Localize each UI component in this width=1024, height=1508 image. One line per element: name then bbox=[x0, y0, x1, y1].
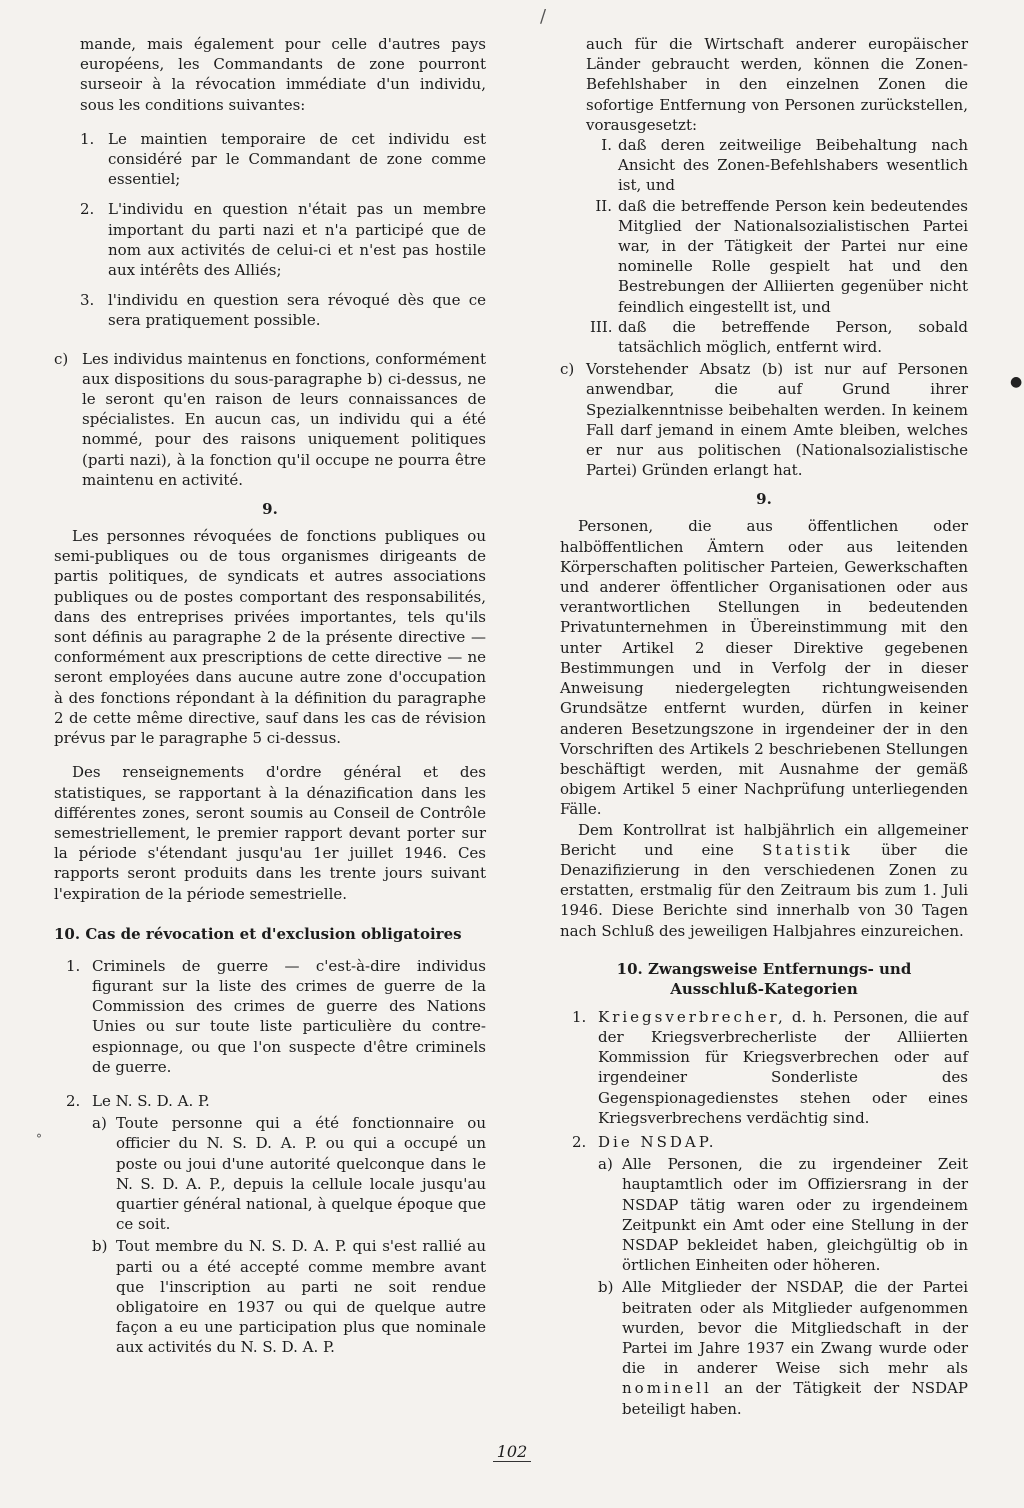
subitem-text bbox=[622, 1277, 968, 1418]
item-number: 2. bbox=[66, 1091, 81, 1110]
print-speck: ● bbox=[1010, 374, 1023, 390]
condition-number: I. bbox=[601, 136, 612, 155]
condition-number: III. bbox=[590, 317, 613, 336]
german-column bbox=[560, 34, 968, 1419]
page-number: 102 bbox=[0, 1442, 1024, 1461]
french-column bbox=[54, 34, 486, 1358]
french-section-9-paragraph-1: Les personnes révoquées de fonctions publiques ou semi-publiques ou de tous organismes dirigeants de partis politiques, de syndicats et autres associations publiques ou de postes comportant des responsabilités, dans des entreprises privées importantes, tels qu'ils sont définis au paragraphe 2 de la présente directive — conformément aux prescriptions de cette directive — ne seront employées dans aucune autre zone d'occupation à des fonctions répondant à la définition du paragraphe 2 de cette même directive, sauf dans les cas de révision prévus par le paragraphe 5 ci-dessus. bbox=[54, 527, 486, 748]
condition-number: 2. bbox=[80, 200, 95, 219]
item-title: Die NSDAP. bbox=[598, 1132, 717, 1151]
subitem-text: Alle Personen, die zu irgendeiner Zeit hauptamtlich oder im Offiziersrang in der NSDAP tätig waren oder zu irgendeinem Zeitpunkt ein Amt oder eine Stellung in der NSDAP bekleidet haben, gleichgültig ob in örtlichen Einheiten oder höheren. bbox=[622, 1155, 968, 1275]
german-condition-3 bbox=[590, 317, 968, 357]
item-number: 2. bbox=[572, 1132, 587, 1151]
item-text-rest: d. h. Personen, die auf der Kriegsverbrecherliste der Alliierten Kommission für Kriegsverbrechen oder auf irgendeiner Sonderliste des Gegenspionagedienstes stehen oder eines Kriegsverbrechens verdächtig sind. bbox=[598, 1007, 968, 1127]
german-section-9-paragraph-1: Personen, die aus öffentlichen oder halböffentlichen Ämtern oder aus leitenden Körperschaften politischer Parteien, Gewerkschaften und anderer öffentlicher Organisationen oder aus verantwortlichen Stellungen in bedeutenden Privatunternehmen in Übereinstimmung mit den unter Artikel 2 dieser Direktive gegebenen Bestimmungen und in Verfolg der in dieser Anweisung niedergelegten richtungweisenden Grundsätze entfernt wurden, dürfen in keiner anderen Besetzungszone in irgendeiner der in den Vorschriften des Artikels 2 beschriebenen Stellungen beschäftigt werden, mit Ausnahme der gemäß obigem Artikel 5 einer Nachprüfung unterliegenden Fälle. bbox=[560, 517, 968, 819]
french-section-10-heading: 10. Cas de révocation et d'exclusion obligatoires bbox=[54, 924, 462, 943]
subitem-label: a) bbox=[598, 1155, 613, 1174]
subitem-label: b) bbox=[92, 1237, 108, 1256]
french-condition-2 bbox=[80, 199, 486, 280]
paragraph-text: Vorstehender Absatz (b) ist nur auf Personen anwendbar, die auf Grund ihrer Spezialkenntnisse beibehalten werden. In keinem Fall darf jemand in einem Amte bleiben, welches er nur aus politischen (Nationalsozialistische Partei) Gründen erlangt hat. bbox=[586, 360, 968, 480]
french-section-9-heading: 9. bbox=[262, 500, 278, 519]
french-conditions bbox=[54, 129, 486, 331]
subitem-label: b) bbox=[598, 1278, 614, 1297]
report-text-end: über die Denazifizierung in den verschiedenen Zonen zu erstatten, erstmalig für den Zeitraum bis zum 1. Juli 1946. Diese Berichte sind innerhalb von 30 Tagen nach Schluß des jeweiligen Halbjahres einzureichen. bbox=[560, 840, 969, 940]
french-paragraph-c bbox=[54, 349, 486, 490]
french-item-2a bbox=[54, 1113, 486, 1234]
german-conditions bbox=[560, 135, 968, 357]
subitem-text: Tout membre du N. S. D. A. P. qui s'est rallié au parti ou a été accepté comme membre avant que l'inscription au parti ne soit rendue obligatoire en 1937 ou qui de quelque autre façon a eu une participation plus que nominale aux activités du N. S. D. A. P. bbox=[116, 1237, 486, 1357]
french-item-2b bbox=[54, 1236, 486, 1357]
german-section-10-heading: 10. Zwangsweise Entfernungs- und Ausschluß-Kategorien bbox=[616, 959, 912, 998]
condition-number: 3. bbox=[80, 291, 95, 310]
french-intro: mande, mais également pour celle d'autres pays européens, les Commandants de zone pourront surseoir à la révocation immédiate d'un individu, sous les conditions suivantes: bbox=[80, 35, 486, 114]
paragraph-text: Les individus maintenus en fonctions, conformément aux dispositions du sous-paragraphe b) ci-dessus, ne le seront qu'en raison de leurs connaissances de spécialistes. En aucun cas, un individu qui a été nommé, pour des raisons uniquement politiques (parti nazi), à la fonction qu'il occupe ne pourra être maintenu en activité. bbox=[82, 349, 486, 489]
report-text-start: Dem Kontrollrat ist halbjährlich ein allgemeiner Bericht und eine bbox=[560, 820, 968, 859]
german-item-2a bbox=[560, 1154, 968, 1275]
paragraph-label: c) bbox=[560, 360, 575, 379]
print-speck: / bbox=[540, 6, 547, 27]
item-number: 1. bbox=[572, 1007, 587, 1026]
item-number: 1. bbox=[66, 956, 81, 975]
german-condition-1 bbox=[590, 135, 968, 196]
condition-number: 1. bbox=[80, 129, 95, 148]
statistik-word: Statistik bbox=[762, 840, 853, 859]
german-item-2b bbox=[560, 1277, 968, 1418]
german-section-9-paragraph-2 bbox=[560, 820, 968, 941]
subitem-text-start: Alle Mitglieder der NSDAP, die der Partei beitraten oder als Mitglieder aufgenommen wurden, bevor die Mitgliedschaft in der Partei im Jahre 1937 ein Zwang wurde oder die in anderer Weise sich mehr als bbox=[622, 1278, 968, 1378]
french-item-2 bbox=[54, 1091, 486, 1111]
item-text: Criminels de guerre — c'est-à-dire individus figurant sur la liste des crimes de guerre de la Commission des crimes de guerre des Nations Unies ou sur toute liste particulière du contre-espionnage, ou que l'on suspecte d'être criminels de guerre. bbox=[92, 956, 486, 1076]
condition-number: II. bbox=[595, 196, 612, 215]
paragraph-label: c) bbox=[54, 349, 69, 368]
condition-text: Le maintien temporaire de cet individu est considéré par le Commandant de zone comme essentiel; bbox=[108, 129, 486, 189]
french-section-9-paragraph-2: Des renseignements d'ordre général et des statistiques, se rapportant à la dénazification dans les différentes zones, seront soumis au Conseil de Contrôle semestriellement, le premier rapport devant porter sur la période s'étendant jusqu'au 1er juillet 1946. Ces rapports seront produits dans les trente jours suivant l'expiration de la période semestrielle. bbox=[54, 763, 486, 903]
item-text bbox=[598, 1007, 968, 1128]
kriegsverbrecher-word: Kriegsverbrecher, bbox=[598, 1007, 786, 1026]
french-condition-3 bbox=[80, 290, 486, 330]
subitem-text: Toute personne qui a été fonctionnaire ou officier du N. S. D. A. P. ou qui a occupé un poste ou joui d'une autorité quelconque dans le N. S. D. A. P., depuis la cellule locale jusqu'au quartier général national, à quelque époque que ce soit. bbox=[116, 1114, 486, 1234]
german-paragraph-c bbox=[560, 359, 968, 480]
german-item-2 bbox=[560, 1132, 968, 1152]
german-section-9-heading: 9. bbox=[756, 490, 772, 509]
condition-text: l'individu en question sera révoqué dès que ce sera pratiquement possible. bbox=[108, 291, 486, 330]
condition-text: daß deren zeitweilige Beibehaltung nach Ansicht des Zonen-Befehlshabers wesentlich ist, und bbox=[618, 136, 968, 195]
condition-text: daß die betreffende Person, sobald tatsächlich möglich, entfernt wird. bbox=[618, 317, 968, 357]
subitem-text-end: an der Tätigkeit der NSDAP beteiligt haben. bbox=[622, 1379, 968, 1418]
print-speck: ° bbox=[36, 1132, 42, 1146]
german-item-1 bbox=[560, 1007, 968, 1128]
subitem-label: a) bbox=[92, 1114, 107, 1133]
german-intro: auch für die Wirtschaft anderer europäischer Länder gebraucht werden, können die Zonen-Befehlshaber in den einzelnen Zonen die sofortige Entfernung von Personen zurückstellen, vorausgesetzt: bbox=[586, 35, 968, 134]
french-item-1 bbox=[54, 956, 486, 1077]
condition-text: L'individu en question n'était pas un membre important du parti nazi et n'a participé que de nom aux activités de celui-ci et n'est pas hostile aux intérêts des Alliés; bbox=[108, 200, 486, 280]
item-title: Le N. S. D. A. P. bbox=[92, 1091, 210, 1110]
french-condition-1 bbox=[80, 129, 486, 190]
condition-text: daß die betreffende Person kein bedeutendes Mitglied der Nationalsozialistischen Partei war, in der Tätigkeit der Partei nur eine nominelle Rolle gespielt hat und den Bestrebungen der Alliierten gegenüber nicht feindlich eingestellt ist, und bbox=[618, 196, 968, 316]
german-condition-2 bbox=[590, 196, 968, 317]
nominell-word: nominell bbox=[622, 1379, 712, 1398]
